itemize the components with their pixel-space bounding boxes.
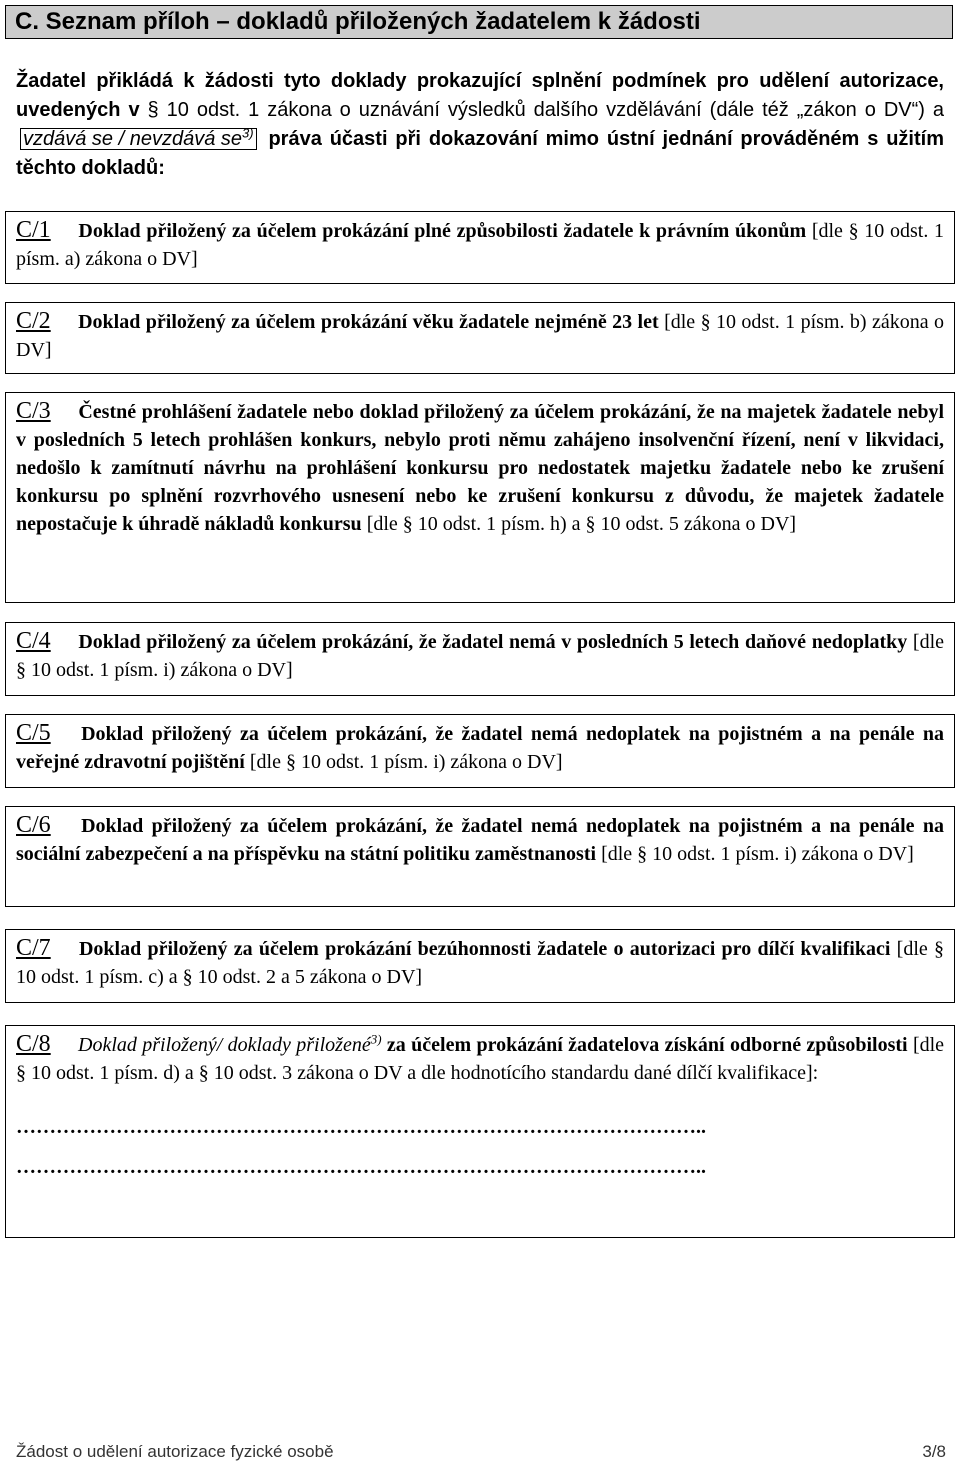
item-description: Doklad přiložený za účelem prokázání, že žadatel nemá nedoplatek na pojistném a na penále na veřejné zdravotní pojištění	[16, 723, 944, 773]
attachment-item-c1	[5, 211, 955, 284]
item-description: Doklad přiložený za účelem prokázání plné způsobilosti žadatele k právním úkonům	[78, 220, 807, 242]
waiver-choice-text: vzdává se / nevzdává se	[23, 128, 243, 150]
item-code: C/3	[16, 398, 51, 424]
item-description: Doklad přiložený za účelem prokázání, že žadatel nemá nedoplatek na pojistném a na penále na sociální zabezpečení a na příspěvku na státní politiku zaměstnanosti	[16, 815, 944, 865]
intro-text-1: Žadatel přikládá k žádosti tyto doklady prokazující splnění podmínek pro udělení autorizace, uvedených v	[16, 70, 944, 121]
attachment-item-c3	[5, 392, 955, 603]
item-description-italic: Doklad přiložený/ doklady přiložené	[78, 1034, 371, 1056]
item-code: C/6	[16, 812, 51, 838]
item-code: C/4	[16, 628, 51, 654]
item-description: Čestné prohlášení žadatele nebo doklad přiložený za účelem prokázání, že na majetek žadatele nebyl v posledních 5 letech prohlášen konkurs, nebylo proti němu zahájeno insolvenční řízení, není v likvidaci, nedošlo k zamítnutí návrhu na prohlášení konkursu pro nedostatek majetku žadatele nebo ke zrušení konkursu po splnění rozvrhového usnesení nebo ke zrušení konkursu z důvodu, že majetek žadatele nepostačuje k úhradě nákladů konkursu	[16, 401, 945, 535]
footer-document-title: Žádost o udělení autorizace fyzické osobě	[16, 1442, 334, 1461]
attachment-item-c5	[5, 714, 955, 788]
item-legal-reference: [dle § 10 odst. 1 písm. d) a § 10 odst. 3 zákona o DV a dle hodnotícího standardu dané dílčí kvalifikace]:	[16, 1034, 945, 1084]
item-legal-reference: [dle § 10 odst. 1 písm. i) zákona o DV]	[16, 631, 945, 681]
attachment-item-c2	[5, 302, 955, 374]
attachment-item-c7	[5, 929, 955, 1003]
waiver-choice-box[interactable]	[20, 125, 257, 150]
item-code: C/2	[16, 308, 51, 334]
footnote-ref: 3)	[242, 125, 254, 141]
intro-text-2: § 10 odst. 1 zákona o uznávání výsledků dalšího vzdělávání (dále též „zákon o DV“) a	[147, 99, 944, 121]
page-footer	[16, 1442, 946, 1462]
intro-text-3: práva účasti při dokazování mimo ústní jednání prováděném s užitím těchto dokladů:	[16, 128, 944, 179]
item-code: C/5	[16, 720, 51, 746]
fill-in-line-2[interactable]: …………………………………………………………………………………………..	[16, 1156, 706, 1178]
item-code: C/8	[16, 1031, 51, 1057]
item-code: C/1	[16, 217, 51, 243]
footer-page-number: 3/8	[922, 1442, 946, 1461]
attachment-item-c6	[5, 806, 955, 907]
fill-in-line-1[interactable]: …………………………………………………………………………………………..	[16, 1116, 706, 1138]
attachment-item-c8	[5, 1025, 955, 1238]
item-description: Doklad přiložený za účelem prokázání věku žadatele nejméně 23 let	[78, 311, 659, 333]
intro-paragraph	[16, 67, 944, 183]
item-description: za účelem prokázání žadatelova získání odborné způsobilosti	[386, 1034, 908, 1056]
item-description: Doklad přiložený za účelem prokázání, že žadatel nemá v posledních 5 letech daňové nedoplatky	[78, 631, 908, 653]
item-legal-reference: [dle § 10 odst. 1 písm. h) a § 10 odst. 5 zákona o DV]	[366, 513, 797, 535]
item-legal-reference: [dle § 10 odst. 1 písm. b) zákona o DV]	[16, 311, 945, 361]
item-legal-reference: [dle § 10 odst. 1 písm. a) zákona o DV]	[16, 220, 945, 270]
footnote-ref: 3)	[370, 1031, 382, 1047]
item-legal-reference: [dle § 10 odst. 1 písm. c) a § 10 odst. 2 a 5 zákona o DV]	[16, 938, 945, 988]
attachment-item-c4	[5, 622, 955, 696]
item-legal-reference: [dle § 10 odst. 1 písm. i) zákona o DV]	[249, 751, 563, 773]
item-legal-reference: [dle § 10 odst. 1 písm. i) zákona o DV]	[601, 843, 914, 865]
section-title: C. Seznam příloh – dokladů přiložených žadatelem k žádosti	[5, 5, 953, 39]
item-code: C/7	[16, 935, 51, 961]
item-description: Doklad přiložený za účelem prokázání bezúhonnosti žadatele o autorizaci pro dílčí kvalifikaci	[78, 938, 891, 960]
